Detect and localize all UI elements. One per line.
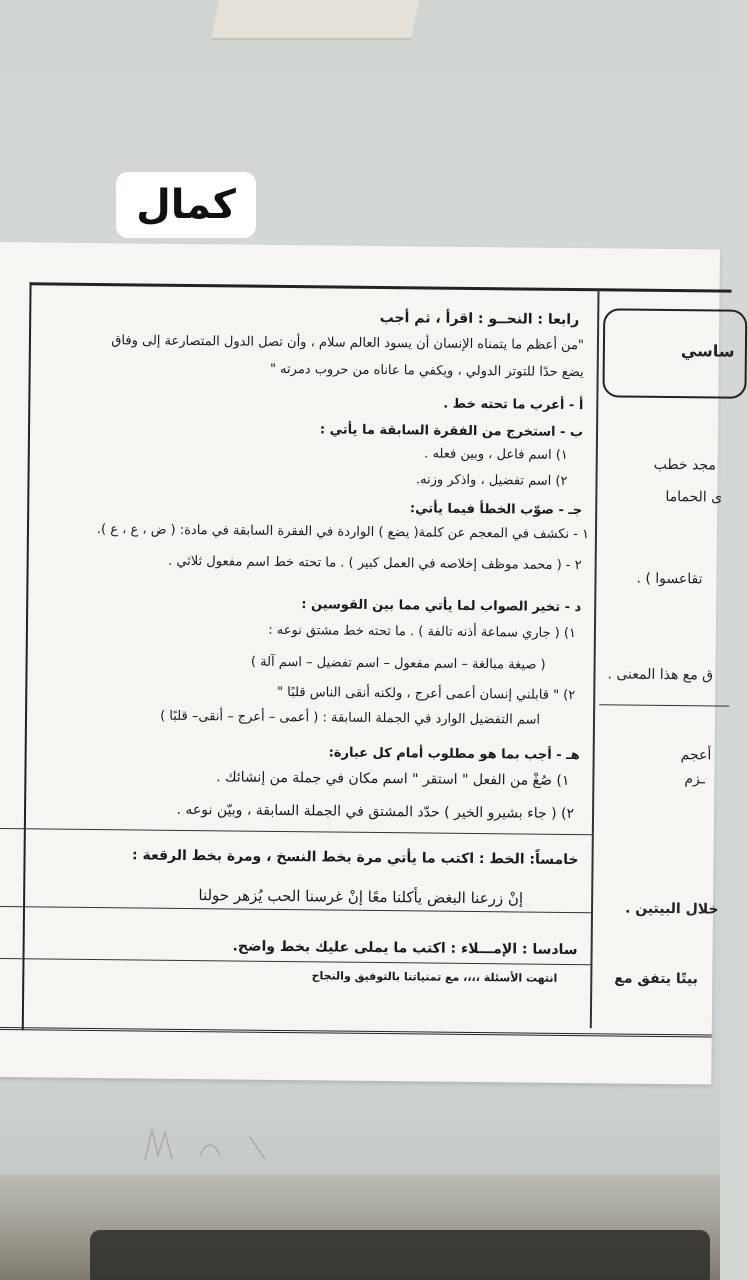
cloth-corner — [211, 0, 420, 40]
question-e: هـ - أجب بما هو مطلوب أمام كل عبارة: — [328, 745, 580, 764]
question-c: جـ - صوّب الخطأ فيما يأتي: — [409, 501, 583, 519]
question-d-item: ١) ( جاري سماعة أذنه تالفة ) . ما تحته خط مشتق نوعه : — [268, 622, 577, 642]
question-d-options: ( صيغة مبالغة – اسم مفعول – اسم تفضيل – اسم آلة ) — [250, 654, 546, 673]
right-fragment: مجد خطب — [653, 456, 717, 474]
question-d-item: ٢) " قابلني إنسان أعمى أعرج ، ولكنه أنقى الناس قلبًا " — [277, 684, 576, 704]
right-fragment: خلال البيتين . — [624, 900, 719, 918]
right-fragment: ـزم — [684, 771, 705, 788]
closing-note: انتهت الأسئلة ،،،، مع تمنياتنا بالتوفيق والنجاح — [311, 969, 558, 985]
right-fragment: ى الحماما — [665, 488, 723, 506]
passage-line: "من أعظم ما يتمناه الإنسان أن يسود العالم سلام ، وأن تصل الدول المتصارعة إلى وفاق — [111, 333, 585, 354]
question-a: أ - أعرب ما تحته خط . — [443, 396, 584, 414]
question-e-item: ٢) ( جاء بشيرو الخير ) حدّد المشتق في الجملة السابقة ، وبيّن نوعه . — [176, 801, 575, 823]
section5-heading: خامساً: الخط : اكتب ما يأتي مرة بخط النسخ ، ومرة بخط الرقعة : — [131, 847, 579, 869]
right-fragment: أعجم — [680, 747, 712, 764]
right-header-text: ساسي — [680, 341, 735, 361]
name-sticker — [116, 172, 256, 238]
right-fragment: ق مع هذا المعنى . — [607, 666, 714, 684]
section4-heading: رابعا : النحــو : اقرأ ، ثم أجب — [379, 309, 580, 329]
question-b: ب - استخرج من الفقرة السابقة ما يأتي : — [319, 422, 584, 441]
right-fragment: تقاعسوا ) . — [636, 570, 703, 588]
question-b-item: ١) اسم فاعل ، وبين فعله . — [424, 446, 568, 463]
passage-line: يضع حدًا للتوتر الدولي ، ويكفي ما عاناه من حروب دمرته " — [269, 361, 584, 381]
exam-paper — [0, 242, 735, 1084]
question-c-item: ١ - نكشف في المعجم عن كلمة( يضع ) الواردة في الفقرة السابقة في مادة: ( ض ، ع ، ع ). — [96, 522, 590, 543]
question-d-options: اسم التفضيل الوارد في الجملة السابقة : ( أعمى – أعرج – أنقى– قلبًا ) — [160, 708, 541, 728]
verse-line: إنْ زرعنا البغض يأكلنا معًا إنْ غرسنا الحب يُزهر حولنا — [198, 886, 524, 908]
floor-scribble — [140, 1125, 280, 1165]
question-b-item: ٢) اسم تفضيل ، واذكر وزنه. — [415, 472, 568, 489]
sticker-label: كمال — [136, 182, 236, 228]
question-d: د - تخير الصواب لما يأتي مما بين القوسين : — [301, 597, 582, 616]
section6-heading: سادسا : الإمـــلاء : اكتب ما يملى عليك بخط واضح. — [232, 938, 578, 959]
question-e-item: ١) صُغْ من الفعل " استقر " اسم مكان في جملة من إنشائك . — [216, 769, 570, 789]
floor-shadow — [90, 1230, 710, 1280]
question-c-item: ٢ - ( محمد موظف إخلاصه في العمل كبير ) . ما تحته خط اسم مفعول ثلاثي . — [168, 553, 582, 574]
right-fragment: بيتًا يتفق مع — [614, 970, 698, 988]
